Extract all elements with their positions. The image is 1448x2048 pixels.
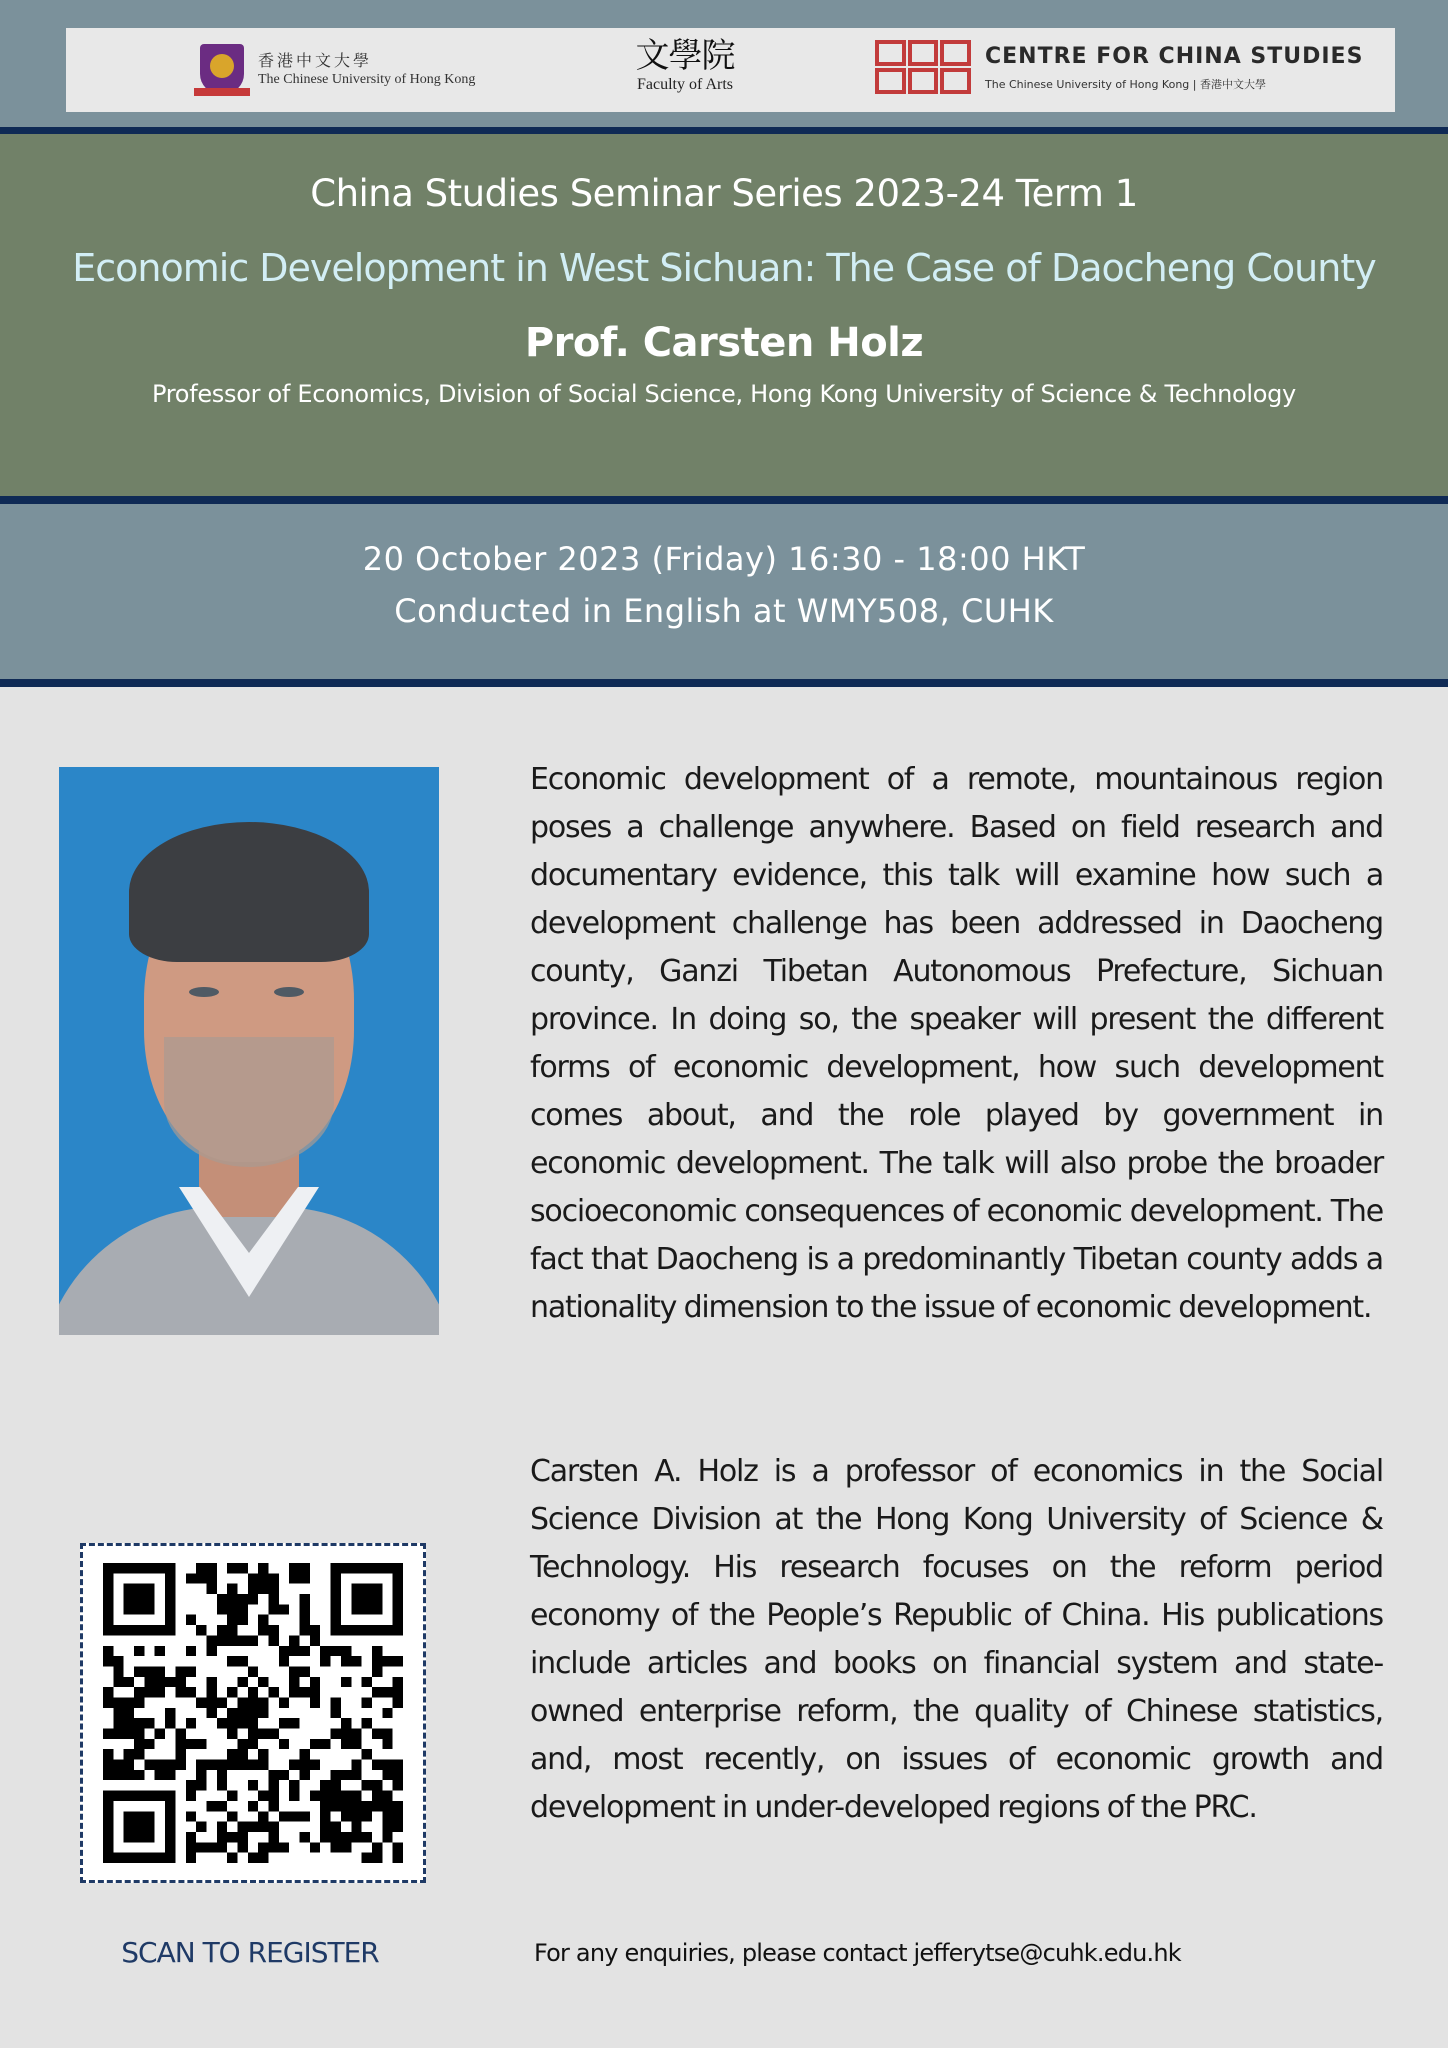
divider — [0, 127, 1448, 134]
registration-qr-code[interactable] — [80, 1543, 426, 1883]
cuhk-logo — [200, 42, 490, 98]
series-title: China Studies Seminar Series 2023-24 Term 1 — [310, 172, 1138, 215]
cuhk-name-cn: 香港中文大學 — [258, 51, 373, 70]
scan-to-register-label: SCAN TO REGISTER — [121, 1936, 379, 1969]
cuhk-name-en: The Chinese University of Hong Kong — [258, 72, 476, 87]
ccs-subtitle: The Chinese University of Hong Kong | 香港中文大學 — [985, 78, 1266, 91]
abstract-text: Economic development of a remote, mountainous region poses a challenge anywhere. Based on field research and documentary evidence, this talk will examine how such a development challenge has been addressed in Daocheng county, Ganzi Tibetan Autonomous Prefecture, Sichuan province. In doing so, the speaker will present the different forms of economic development, how such development comes about, and the role played by government in economic development. The talk will also probe the broader socioeconomic consequences of economic development. The fact that Daocheng is a predominantly Tibetan county adds a nationality dimension to the issue of economic development. — [530, 762, 1383, 1325]
faculty-name-en: Faculty of Arts — [637, 76, 733, 93]
divider — [0, 679, 1448, 687]
enquiry-contact: For any enquiries, please contact jefferytse@cuhk.edu.hk — [534, 1939, 1181, 1967]
faculty-of-arts-logo — [620, 36, 750, 106]
cuhk-crest-icon — [200, 44, 244, 94]
talk-title: Economic Development in West Sichuan: The Case of Daocheng County — [72, 246, 1376, 290]
ccs-title: CENTRE FOR CHINA STUDIES — [985, 44, 1364, 69]
speaker-affiliation: Professor of Economics, Division of Social Science, Hong Kong University of Science & Technology — [152, 380, 1296, 408]
event-datetime: 20 October 2023 (Friday) 16:30 - 18:00 HKT — [362, 540, 1086, 578]
speaker-name: Prof. Carsten Holz — [524, 320, 924, 366]
faculty-name-cn: 文學院 — [635, 36, 735, 76]
speaker-photo — [59, 767, 439, 1335]
event-venue: Conducted in English at WMY508, CUHK — [394, 592, 1054, 630]
speaker-bio: Carsten A. Holz is a professor of economics in the Social Science Division at the Hong Kong University of Science & Technology. His research focuses on the reform period economy of the People’s Republic of China. His publications include articles and books on financial system and state-owned enterprise reform, the quality of Chinese statistics, and, most recently, on issues of economic growth and development in under-developed regions of the PRC. — [530, 1454, 1383, 1825]
qr-code-icon — [103, 1563, 403, 1863]
divider — [0, 496, 1448, 504]
centre-for-china-studies-logo — [875, 40, 1364, 96]
ccs-mark-icon — [875, 40, 971, 94]
